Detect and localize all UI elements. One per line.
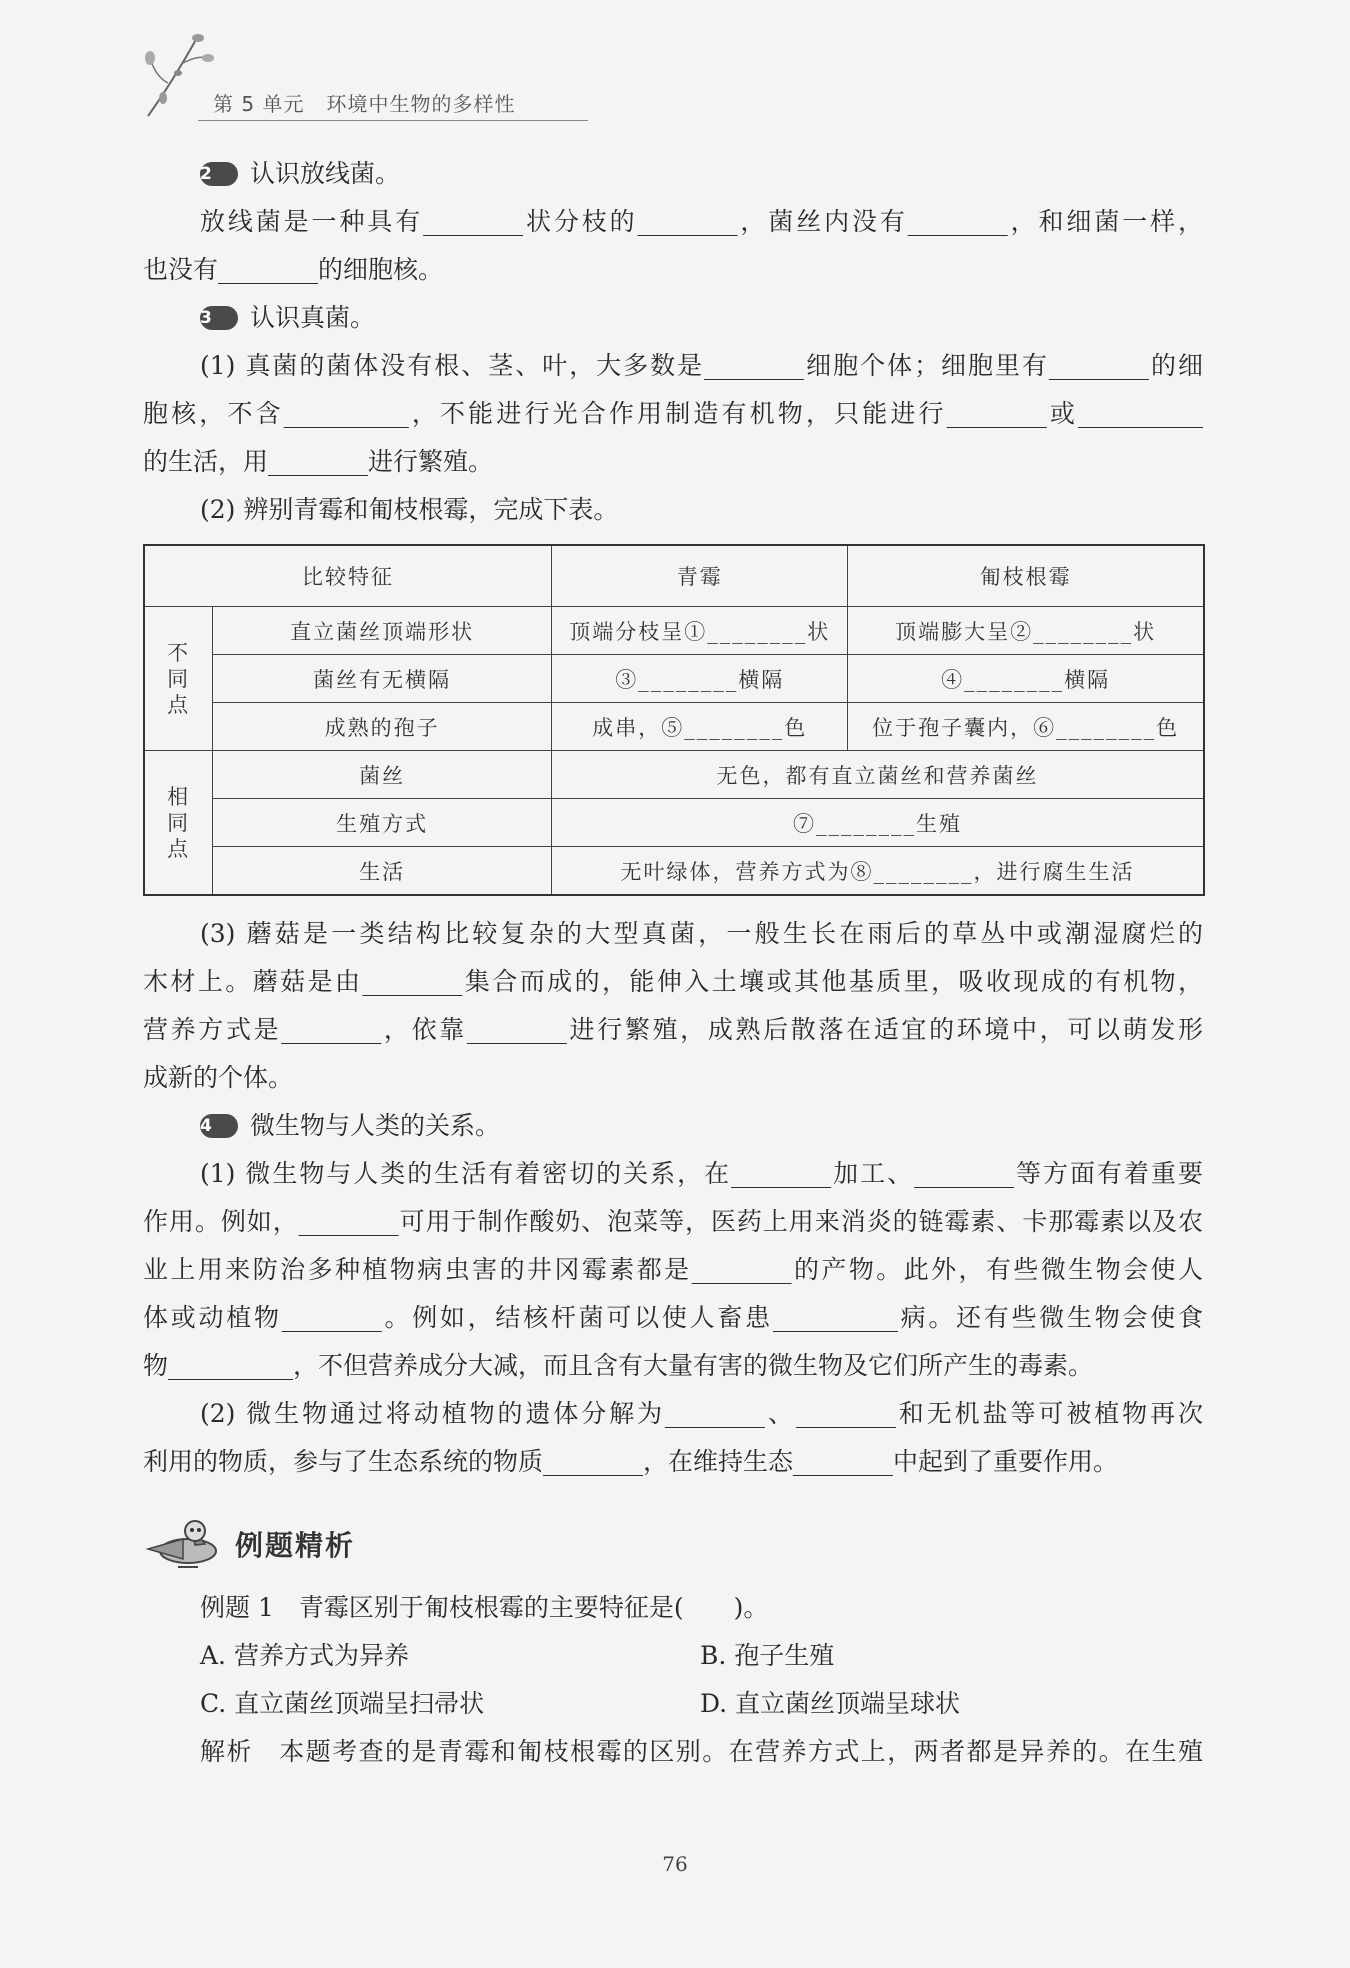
table-cell: 生活 <box>213 847 552 896</box>
chapter-title: 环境中生物的多样性 <box>326 92 516 116</box>
option-b: B. 孢子生殖 <box>700 1641 835 1670</box>
flower-branch-icon <box>138 28 218 123</box>
text-line: 成新的个体。 <box>143 1063 294 1092</box>
table-header-row <box>144 545 1204 607</box>
header-rule <box>198 120 588 121</box>
text-line: (1) 微生物与人类的生活有着密切的关系，在________加工、________等方面有着重要 <box>200 1159 1203 1188</box>
text-line: 作用。例如，________可用于制作酸奶、泡菜等，医药上用来消炎的链霉素、卡那霉素以及农 <box>143 1207 1203 1236</box>
table-cell: 直立菌丝顶端形状 <box>213 607 552 655</box>
table-cell: 生殖方式 <box>213 799 552 847</box>
text-line: (3) 蘑菇是一类结构比较复杂的大型真菌，一般生长在雨后的草丛中或潮湿腐烂的 <box>200 919 1203 948</box>
table-header-cell: 青霉 <box>552 545 848 607</box>
table-cell: ③________横隔 <box>552 655 848 703</box>
table-cell: 菌丝 <box>213 751 552 799</box>
text-line: 放线菌是一种具有________状分枝的________，菌丝内没有________，和细菌一样， <box>200 207 1203 236</box>
section-number-badge: 3 <box>200 306 238 330</box>
text-line: (1) 真菌的菌体没有根、茎、叶，大多数是________细胞个体；细胞里有________的细 <box>200 351 1203 380</box>
table-cell: ④________横隔 <box>848 655 1204 703</box>
option-a: A. 营养方式为异养 <box>200 1641 409 1670</box>
page-number: 76 <box>662 1852 688 1876</box>
example-section-title: 例题精析 <box>235 1529 356 1562</box>
text-line: 业上用来防治多种植物病虫害的井冈霉素都是________的产物。此外，有些微生物会使人 <box>143 1255 1203 1284</box>
comparison-table <box>143 544 1205 896</box>
chapter-label <box>213 88 515 117</box>
section-heading-text: 认识真菌。 <box>250 303 376 332</box>
table-cell: 成串，⑤________色 <box>552 703 848 751</box>
chapter-number: 第 5 单元 <box>213 92 305 116</box>
example-section-header <box>143 1504 1203 1584</box>
section-heading-4 <box>143 1102 1203 1150</box>
table-cell: 无色，都有直立菌丝和营养菌丝 <box>552 751 1204 799</box>
text-line: 也没有________的细胞核。 <box>143 255 444 284</box>
table-row <box>144 847 1204 896</box>
section-number-badge: 4 <box>200 1114 238 1138</box>
text-line: 木材上。蘑菇是由________集合而成的，能伸入土壤或其他基质里，吸收现成的有机物， <box>143 967 1203 996</box>
table-cell: ⑦________生殖 <box>552 799 1204 847</box>
table-cell: 位于孢子囊内，⑥________色 <box>848 703 1204 751</box>
page-header <box>138 28 1238 123</box>
options-row <box>143 1632 1203 1680</box>
section-heading-2 <box>143 150 1203 198</box>
table-cell: 顶端分枝呈①________状 <box>552 607 848 655</box>
table-row <box>144 607 1204 655</box>
table-cell: 菌丝有无横隔 <box>213 655 552 703</box>
group-label-same: 相 同 点 <box>144 751 213 896</box>
section-heading-text: 认识放线菌。 <box>250 159 401 188</box>
table-row <box>144 703 1204 751</box>
section-heading-text: 微生物与人类的关系。 <box>250 1111 501 1140</box>
section-number-badge: 2 <box>200 162 238 186</box>
table-row <box>144 799 1204 847</box>
page-content <box>143 150 1203 1776</box>
table-cell: 成熟的孢子 <box>213 703 552 751</box>
cartoon-plane-icon <box>143 1509 233 1579</box>
example-question: 例题 1 青霉区别于匍枝根霉的主要特征是( )。 <box>200 1593 769 1622</box>
section-heading-3 <box>143 294 1203 342</box>
text-line: 体或动植物________。例如，结核杆菌可以使人畜患__________病。还有些微生物会使食 <box>143 1303 1203 1332</box>
text-line: 的生活，用________进行繁殖。 <box>143 447 494 476</box>
text-line: (2) 辨别青霉和匍枝根霉，完成下表。 <box>200 495 619 524</box>
option-d: D. 直立菌丝顶端呈球状 <box>700 1689 961 1718</box>
table-cell: 顶端膨大呈②________状 <box>848 607 1204 655</box>
text-line: 利用的物质，参与了生态系统的物质________，在维持生态________中起到了重要作用。 <box>143 1447 1119 1476</box>
table-cell: 无叶绿体，营养方式为⑧________，进行腐生生活 <box>552 847 1204 896</box>
table-row <box>144 751 1204 799</box>
text-line: 营养方式是________，依靠________进行繁殖，成熟后散落在适宜的环境中，可以萌发形 <box>143 1015 1203 1044</box>
option-c: C. 直立菌丝顶端呈扫帚状 <box>200 1689 485 1718</box>
table-header-cell: 比较特征 <box>144 545 552 607</box>
text-line: 胞核，不含__________，不能进行光合作用制造有机物，只能进行________或__________ <box>143 399 1203 428</box>
text-line: (2) 微生物通过将动植物的遗体分解为________、________和无机盐等可被植物再次 <box>200 1399 1203 1428</box>
options-row <box>143 1680 1203 1728</box>
group-label-different: 不 同 点 <box>144 607 213 751</box>
table-row <box>144 655 1204 703</box>
analysis-text: 解析 本题考查的是青霉和匍枝根霉的区别。在营养方式上，两者都是异养的。在生殖 <box>200 1737 1203 1766</box>
text-line: 物__________，不但营养成分大减，而且含有大量有害的微生物及它们所产生的毒素。 <box>143 1351 1094 1380</box>
table-header-cell: 匍枝根霉 <box>848 545 1204 607</box>
